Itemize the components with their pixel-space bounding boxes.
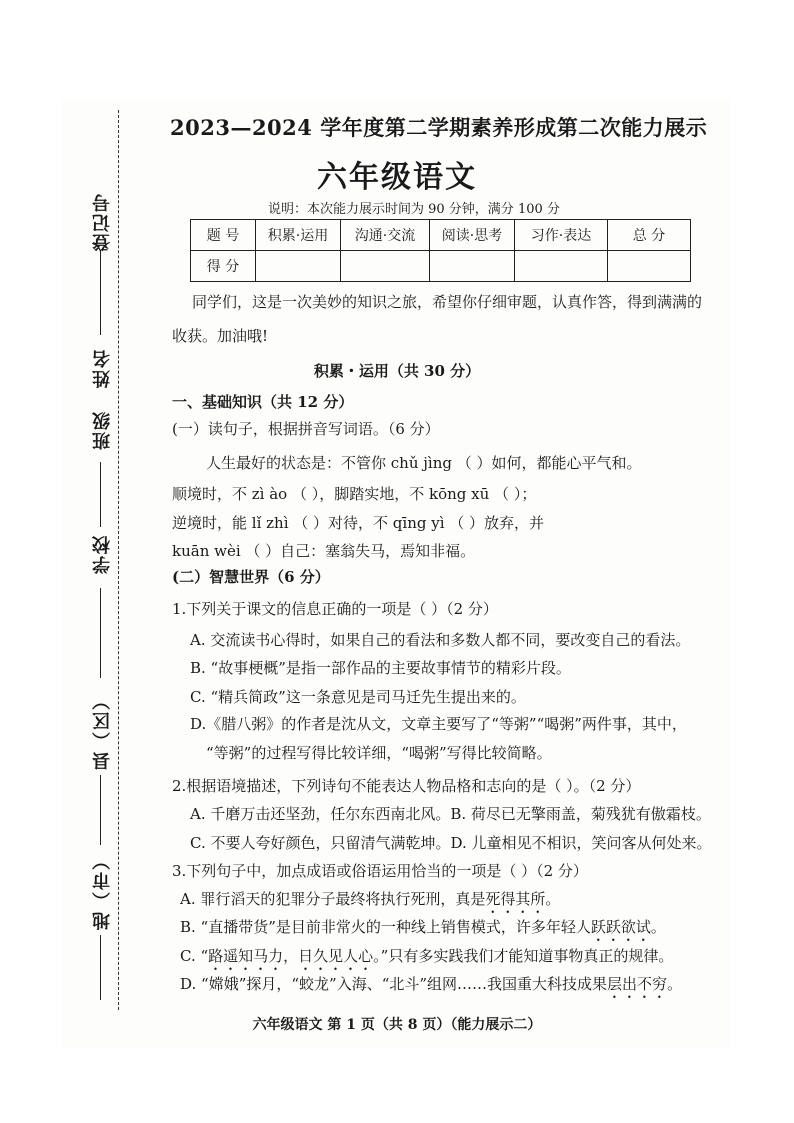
score-table	[190, 219, 691, 282]
side-label-class: 班级	[92, 410, 113, 450]
score-cell[interactable]	[256, 251, 341, 282]
side-label-name: 姓名	[92, 348, 113, 388]
q3-option-a	[180, 889, 560, 917]
q3-option-a-end: 。	[545, 890, 561, 908]
q1-option-c: C. “精兵简政”这一条意见是司马迁先生提出来的。	[190, 688, 526, 706]
pinyin-line: 顺境时，不 zì ào （ ），脚踏实地，不 kōng xū （ ）；	[172, 485, 537, 503]
q1-option-d-cont: “等粥”的过程写得比较详细，“喝粥”写得比较简略。	[206, 744, 552, 762]
score-cell[interactable]	[515, 251, 608, 282]
q3-option-b-dotted-phrase: 跃跃欲试	[590, 918, 651, 936]
exam-note: 说明：本次能力展示时间为 90 分钟，满分 100 分	[268, 202, 560, 217]
q2-stem: 2.根据语境描述，下列诗句不能表达人物品格和志向的是（ ）。（2 分）	[172, 777, 641, 795]
q3-stem: 3.下列句子中，加点成语或俗语运用恰当的一项是（ ）（2 分）	[172, 862, 588, 880]
q1-stem: 1.下列关于课文的信息正确的一项是（ ）（2 分）	[172, 600, 498, 618]
side-label-county: 县（区）	[92, 690, 113, 770]
score-header-cell: 阅读·思考	[430, 220, 515, 251]
score-cell[interactable]	[430, 251, 515, 282]
binding-margin-dashed-line	[118, 110, 119, 1010]
q3-option-d-dotted-phrase: 层出不穷	[607, 975, 668, 993]
part2-title: (二）智慧世界（6 分）	[172, 568, 330, 586]
page-footer: 六年级语文 第 1 页（共 8 页）（能力展示二）	[252, 1017, 542, 1033]
score-header-cell: 题 号	[191, 220, 256, 251]
q3-option-c-dotted-phrase: 路遥知马力，日久见人心	[208, 947, 374, 965]
q3-option-c-text: C. “	[180, 947, 209, 965]
exam-title: 2023—2024 学年度第二学期素养形成第二次能力展示	[170, 115, 708, 140]
intro-line-2: 收获。加油哦!	[172, 327, 269, 345]
score-cell[interactable]	[608, 251, 691, 282]
side-label-city: 地（市）	[92, 850, 113, 930]
county-line	[100, 775, 101, 845]
score-table-score-row	[191, 251, 691, 282]
q1-option-b: B. “故事梗概”是指一部作品的主要故事情节的精彩片段。	[190, 659, 571, 677]
side-label-registration-number: 登记号	[92, 192, 113, 252]
q1-option-d: D.《腊八粥》的作者是沈从文，文章主要写了“等粥”“喝粥”两件事，其中，	[190, 715, 687, 733]
intro-line-1: 同学们，这是一次美妙的知识之旅，希望你仔细审题，认真作答，得到满满的	[192, 293, 703, 311]
score-header-cell: 积累·运用	[256, 220, 341, 251]
q3-option-b	[180, 917, 666, 945]
q2-options-ab: A. 千磨万击还坚劲，任尔东西南北风。B. 荷尽已无擎雨盖，菊残犹有傲霜枝。	[190, 805, 711, 823]
score-table-header-row	[191, 220, 691, 251]
registration-number-line	[100, 250, 101, 335]
score-header-cell: 习作·表达	[515, 220, 608, 251]
part1-title: 一、基础知识（共 12 分）	[172, 393, 354, 411]
q3-option-b-text: B. “直播带货”是目前非常火的一种线上销售模式，许多年轻人	[180, 918, 591, 936]
q3-option-d	[180, 974, 682, 1002]
school-line	[100, 588, 101, 678]
score-cell[interactable]	[341, 251, 430, 282]
q3-option-c-end: 。”只有多实践我们才能知道事物真正的规律。	[373, 947, 674, 965]
score-header-cell: 总 分	[608, 220, 691, 251]
q3-option-d-text: D. “嫦娥”探月，“蛟龙”入海、“北斗”组网……我国重大科技成果	[180, 975, 608, 993]
q3-option-c	[180, 946, 673, 974]
section-title: 积累・运用（共 30 分）	[313, 362, 481, 380]
score-header-cell: 沟通·交流	[341, 220, 430, 251]
score-row-label: 得 分	[191, 251, 256, 282]
pinyin-line: 人生最好的状态是：不管你 chǔ jìng （ ）如何，都能心平气和。	[206, 454, 642, 472]
side-label-school: 学校	[92, 534, 113, 574]
q2-options-cd: C. 不要人夸好颜色，只留清气满乾坤。D. 儿童相见不相识，笑问客从何处来。	[190, 834, 712, 852]
q3-option-a-dotted-phrase: 死得其所	[485, 890, 546, 908]
exam-subtitle: 六年级语文	[317, 160, 477, 195]
q3-option-d-end: 。	[667, 975, 683, 993]
pinyin-line: 逆境时，能 lǐ zhì （ ）对待，不 qīng yì （ ）放弃，并	[172, 514, 545, 532]
class-line	[100, 462, 101, 527]
pinyin-line: kuān wèi （ ）自己：塞翁失马，焉知非福。	[172, 542, 476, 560]
q3-option-a-text: A. 罪行滔天的犯罪分子最终将执行死刑，真是	[180, 890, 486, 908]
city-line	[100, 935, 101, 1000]
part1-question-title: (一）读句子，根据拼音写词语。（6 分）	[172, 420, 440, 438]
q3-option-b-end: 。	[650, 918, 666, 936]
q1-option-a: A. 交流读书心得时，如果自己的看法和多数人都不同，要改变自己的看法。	[190, 631, 691, 649]
